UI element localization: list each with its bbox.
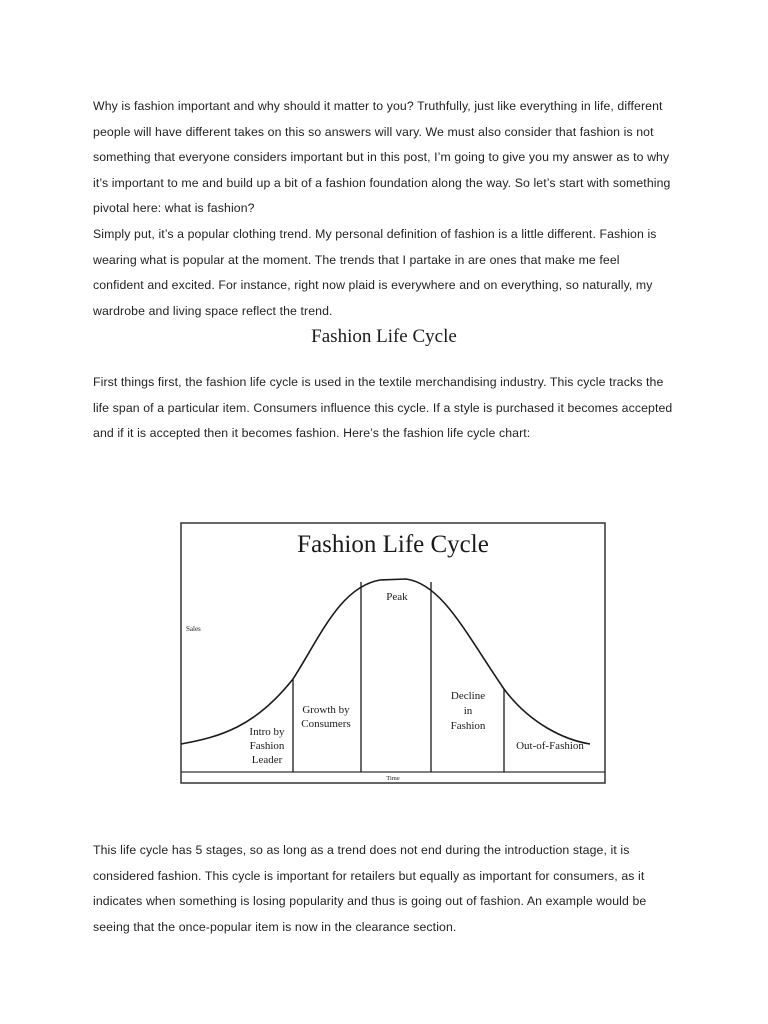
section-heading: Fashion Life Cycle [311,326,457,347]
intro-text: Why is fashion important and why should it matter to you? Truthfully, just like everything in life, different people will have different takes on this so answers will vary. We must also consider that fashion is not something that everyone considers important but in this post, I’m going to give you my answer as to why it’s important to me and build up a bit of a fashion foundation along the way. So let’s start with something pivotal here: what is fashion? [93,99,671,216]
stage-intro-line-3: Leader [251,754,283,766]
y-axis-label: Sales [186,625,201,633]
closing-paragraph: This life cycle has 5 stages, so as long as a trend does not end during the introduction stage, it is considered fashion. This cycle is important for retailers but equally as important for consumers, as it indicates when something is losing popularity and thus is going out of fashion. An example would be seeing that the once-popular item is now in the clearance section. [93,843,647,934]
stage-decline-line-1: Decline [450,690,486,702]
stage-growth-line-2: Consumers [301,718,351,730]
stage-decline-line-3: Fashion [450,720,486,732]
stage-decline-line-2: in [463,705,473,717]
stage-intro-line-1: Intro by [249,726,285,738]
x-axis-label: Time [386,775,400,782]
stage-out-of-fashion-line-1: Out-of-Fashion [516,740,584,752]
stage-peak-line-1: Peak [386,591,408,603]
cycle-paragraph: First things first, the fashion life cycle is used in the textile merchandising industry. This cycle tracks the life span of a particular item. Consumers influence this cycle. If a style is purchased it becomes accepted and if it is accepted then it becomes fashion. Here’s the fashion life cycle chart: [93,375,673,441]
fashion-life-cycle-figure [180,522,606,784]
figure-title: Fashion Life Cycle [297,531,489,558]
life-cycle-diagram [180,522,606,784]
stage-intro-line-2: Fashion [249,740,285,752]
definition-text: Simply put, it’s a popular clothing trend. My personal definition of fashion is a little different. Fashion is wearing what is popular at the moment. The trends that I partake in are ones that make me feel confident and excited. For instance, right now plaid is everywhere and on everything, so naturally, my wardrobe and living space reflect the trend. [93,226,657,318]
intro-paragraph [93,94,673,324]
stage-growth-line-1: Growth by [302,704,350,716]
